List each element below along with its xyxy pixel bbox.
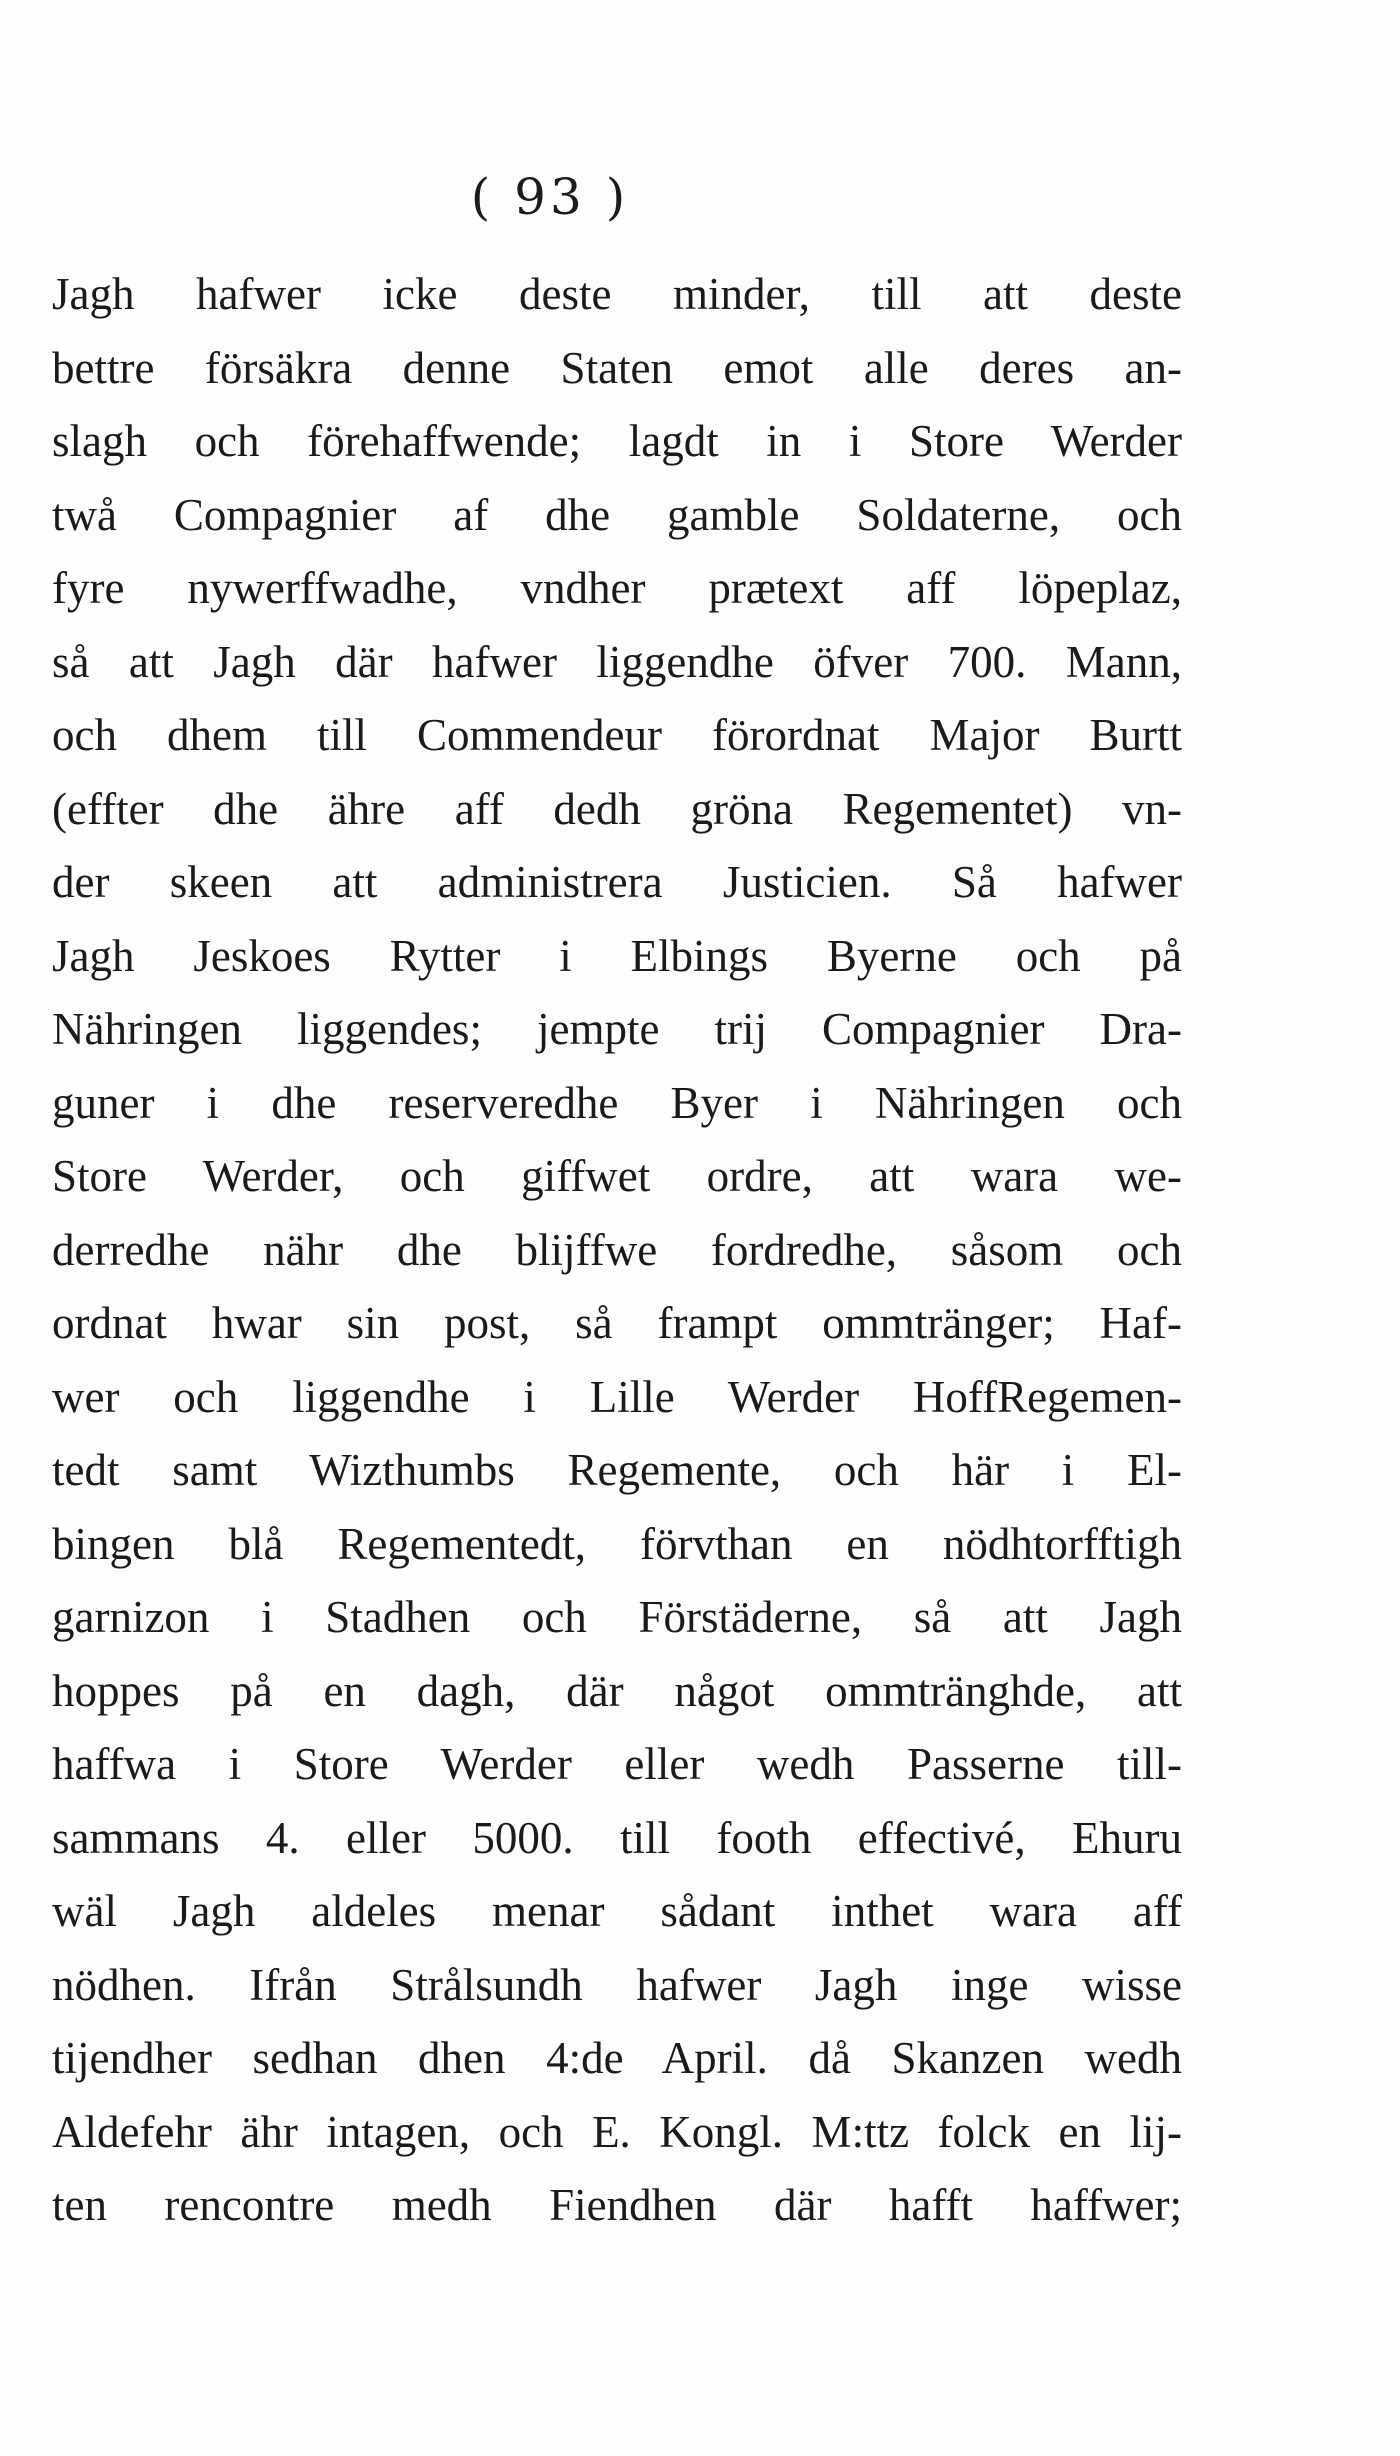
text-line: (effter dhe ähre aff dedh gröna Regementet) vn-: [52, 783, 1182, 834]
text-line: Aldefehr ähr intagen, och E. Kongl. M:ttz folck en lij-: [52, 2106, 1182, 2157]
text-line: sammans 4. eller 5000. till footh effectivé, Ehuru: [52, 1812, 1182, 1863]
text-line: tedt samt Wizthumbs Regemente, och här i El-: [52, 1445, 1182, 1495]
page-number: ( 93 ): [470, 168, 630, 226]
text-line: Jagh hafwer icke deste minder, till att deste: [52, 269, 1182, 319]
text-line: der skeen att administrera Justicien. Så hafwer: [52, 857, 1182, 907]
text-line: garnizon i Stadhen och Förstäderne, så att Jagh: [52, 1592, 1182, 1642]
text-line: bettre försäkra denne Staten emot alle deres an-: [52, 342, 1182, 393]
text-line: slagh och förehaffwende; lagdt in i Store Werder: [52, 416, 1182, 466]
text-line: ordnat hwar sin post, så frampt ommtränger; Haf-: [52, 1298, 1182, 1348]
text-line: haffwa i Store Werder eller wedh Passerne till-: [52, 1739, 1182, 1789]
text-line: hoppes på en dagh, där något ommtränghde, att: [52, 1665, 1182, 1716]
text-line: guner i dhe reserveredhe Byer i Nähringen och: [52, 1077, 1182, 1128]
text-line: nödhen. Ifrån Strålsundh hafwer Jagh inge wisse: [52, 1959, 1182, 2010]
text-line: fyre nywerffwadhe, vndher prætext aff löpeplaz,: [52, 563, 1182, 613]
text-line: Nähringen liggendes; jempte trij Compagnier Dra-: [52, 1004, 1182, 1054]
text-line: ten rencontre medh Fiendhen där hafft haffwer;: [52, 2180, 1182, 2230]
body-text: [52, 258, 1182, 2243]
text-line: twå Compagnier af dhe gamble Soldaterne, och: [52, 489, 1182, 540]
text-line: tijendher sedhan dhen 4:de April. då Skanzen wedh: [52, 2033, 1182, 2083]
text-line: derredhe nähr dhe blijffwe fordredhe, såsom och: [52, 1224, 1182, 1275]
text-line: Store Werder, och giffwet ordre, att wara we-: [52, 1151, 1182, 1201]
text-line: så att Jagh där hafwer liggendhe öfver 700. Mann,: [52, 636, 1182, 687]
text-line: wer och liggendhe i Lille Werder HoffRegemen-: [52, 1371, 1182, 1422]
text-line: Jagh Jeskoes Rytter i Elbings Byerne och på: [52, 930, 1182, 981]
text-line: wäl Jagh aldeles menar sådant inthet wara aff: [52, 1886, 1182, 1936]
text-line: och dhem till Commendeur förordnat Major Burtt: [52, 710, 1182, 760]
text-line: bingen blå Regementedt, förvthan en nödhtorfftigh: [52, 1518, 1182, 1569]
